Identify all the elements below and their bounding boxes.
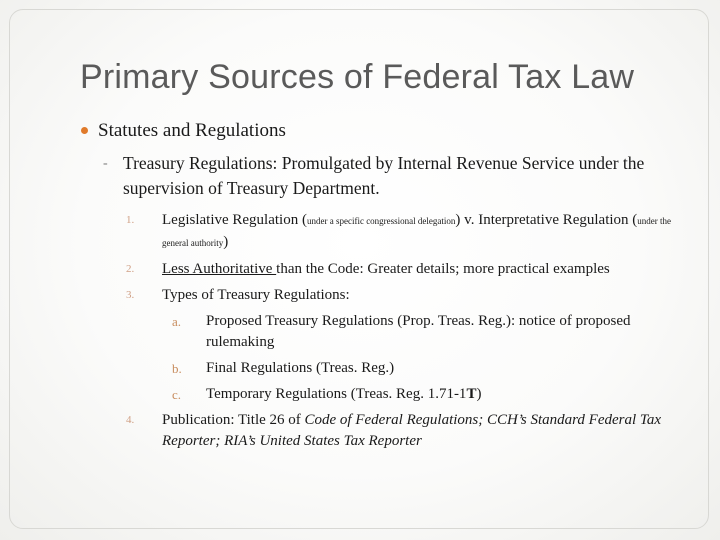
small-note: under a specific congressional delegation bbox=[306, 216, 456, 226]
list-item-2 bbox=[78, 259, 688, 280]
underlined-text: Less Authoritative bbox=[162, 261, 277, 277]
level1-text: Statutes and Regulations bbox=[98, 120, 286, 141]
sub-marker: c. bbox=[172, 387, 182, 402]
list-marker: 3. bbox=[126, 289, 135, 301]
sub-item-text: Final Regulations (Treas. Reg.) bbox=[206, 360, 395, 376]
list-item-4 bbox=[78, 410, 688, 452]
bold-text: T bbox=[466, 386, 477, 402]
bullet-dot-icon bbox=[81, 127, 88, 134]
small-note: under the general authority bbox=[162, 216, 672, 248]
list-marker: 2. bbox=[126, 263, 135, 275]
item-text: Publication: Title 26 of Code of Federal Regulations; CCH’s Standard Federal Tax Reporter; RIA’s United States Tax Reporter bbox=[162, 412, 662, 449]
sub-item-text: Temporary Regulations (Treas. Reg. 1.71-1T) bbox=[206, 386, 482, 402]
level2-text: Treasury Regulations: Promulgated by Internal Revenue Service under the supervision of Treasury Department. bbox=[123, 153, 645, 198]
italic-text: Code of Federal Regulations; CCH’s Standard Federal Tax Reporter; RIA’s United States Tax Reporter bbox=[162, 412, 662, 449]
item-text: Legislative Regulation (under a specific congressional delegation) v. Interpretative Regulation (under the general authority) bbox=[162, 212, 672, 250]
bullet-level2 bbox=[78, 151, 688, 201]
slide-body bbox=[78, 118, 688, 457]
sub-item-a bbox=[78, 311, 688, 353]
list-item-1 bbox=[78, 210, 688, 254]
list-item-3 bbox=[78, 285, 688, 306]
sub-item-c bbox=[78, 384, 688, 405]
dash-marker: - bbox=[103, 156, 108, 171]
item-text: Less Authoritative than the Code: Greater details; more practical examples bbox=[162, 261, 610, 277]
slide-title: Primary Sources of Federal Tax Law bbox=[80, 58, 635, 96]
sub-marker: a. bbox=[172, 314, 182, 329]
list-marker: 4. bbox=[126, 414, 135, 426]
sub-marker: b. bbox=[172, 361, 182, 376]
sub-item-b bbox=[78, 358, 688, 379]
bullet-level1 bbox=[78, 118, 688, 143]
item-text: Types of Treasury Regulations: bbox=[162, 287, 350, 303]
sub-item-text: Proposed Treasury Regulations (Prop. Treas. Reg.): notice of proposed rulemaking bbox=[206, 313, 631, 350]
list-marker: 1. bbox=[126, 214, 135, 226]
